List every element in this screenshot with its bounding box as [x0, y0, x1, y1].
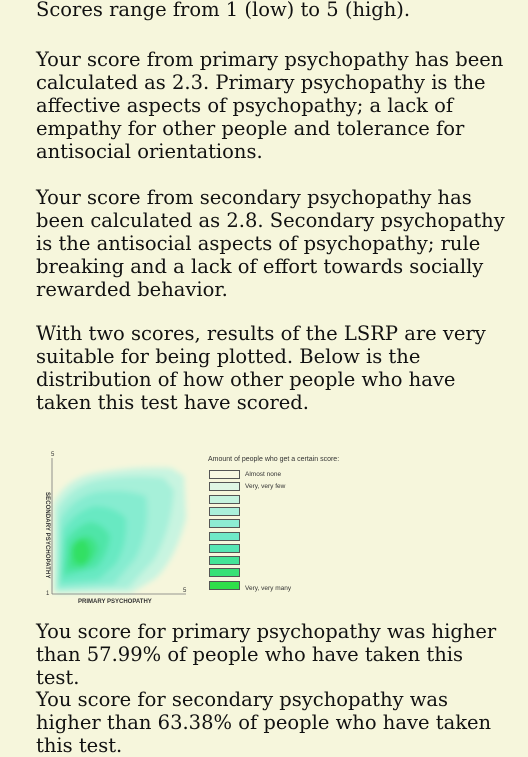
legend-title: Amount of people who get a certain score: [208, 456, 340, 463]
legend-swatch [209, 507, 240, 516]
legend-swatch [209, 568, 240, 577]
legend-label-very-few: Very, very few [245, 483, 286, 490]
secondary-psychopathy-paragraph: Your score from secondary psychopathy has been calculated as 2.8. Secondary psychopathy is the antisocial aspects of psychopathy; rule breaking and a lack of effort towards socially rewarded behavior. [36, 186, 505, 301]
legend-swatch [209, 470, 240, 479]
legend-label-very-many: Very, very many [245, 585, 292, 592]
legend-swatch [209, 495, 240, 504]
legend-swatch [209, 556, 240, 565]
legend-swatch [209, 519, 240, 528]
primary-percentile-paragraph: You score for primary psychopathy was higher than 57.99% of people who have taken this test. [36, 620, 497, 689]
secondary-percentile-paragraph: You score for secondary psychopathy was higher than 63.38% of people who have taken this test. [36, 688, 492, 757]
legend-swatch [209, 581, 240, 590]
y-tick-max: 5 [51, 452, 55, 458]
heatmap-density [54, 468, 186, 593]
x-tick-max: 5 [183, 588, 187, 594]
legend-swatch [209, 482, 240, 491]
plot-intro-paragraph: With two scores, results of the LSRP are very suitable for being plotted. Below is the distribution of how other people who have taken this test have scored. [36, 322, 486, 414]
distribution-heatmap [36, 448, 206, 608]
legend-swatch [209, 532, 240, 541]
legend-swatch [209, 544, 240, 553]
primary-psychopathy-paragraph: Your score from primary psychopathy has been calculated as 2.3. Primary psychopathy is the affective aspects of psychopathy; a lack of empathy for other people and tolerance for antisocial orientations. [36, 48, 504, 163]
score-range-text: Scores range from 1 (low) to 5 (high). [36, 0, 411, 21]
score-distribution-figure [36, 448, 396, 610]
x-axis-label: PRIMARY PSYCHOPATHY [78, 599, 152, 605]
legend-label-almost-none: Almost none [245, 471, 282, 478]
y-tick-min: 1 [46, 591, 50, 597]
y-axis-label: SECONDARY PSYCHOPATHY [44, 492, 50, 579]
